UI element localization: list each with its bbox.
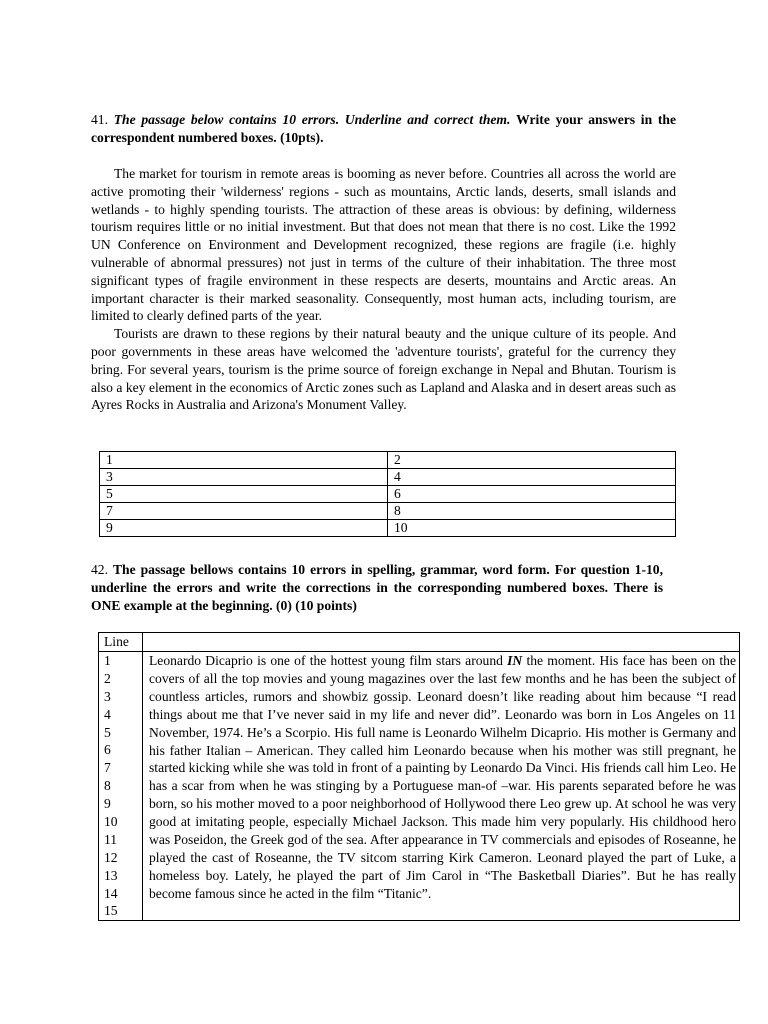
answer-box[interactable]: 8 <box>388 503 676 520</box>
question-42-number: 42. <box>91 562 108 577</box>
line-number: 9 <box>104 796 111 812</box>
answer-box[interactable]: 5 <box>100 486 388 503</box>
question-41-instruction-bold: Write your answers in the correspondent numbered boxes. (10pts). <box>91 112 676 145</box>
line-table-body-row <box>99 652 740 921</box>
line-number: 5 <box>104 724 111 740</box>
answer-box[interactable]: 4 <box>388 469 676 486</box>
passage-paragraph: The market for tourism in remote areas is booming as never before. Countries all across the world are active promoting their 'wilderness' regions - such as mountains, Arctic lands, deserts, small islands and wetlands - to highly spending tourists. The attraction of these areas is obvious: by defining, wilderness tourism requires little or no initial investment. But that does not mean that there is no cost. Like the 1992 UN Conference on Environment and Development recognized, these regions are fragile (i.e. highly vulnerable of abnormal pressures) not just in terms of the culture of their inhabitation. The three most significant types of fragile environment in these respects are deserts, mountains and Arctic areas. An important character is their marked seasonality. Consequently, most human acts, including tourism, are limited to clearly defined parts of the year. <box>91 166 676 324</box>
line-number: 13 <box>104 867 118 883</box>
line-number: 1 <box>104 653 111 668</box>
line-number-column <box>99 652 143 921</box>
question-41-heading <box>91 111 676 147</box>
passage-text-rest: the moment. His face has been on the covers of all the top movies and young magazines over the last few months and he has been the subject of countless articles, rumors and showbiz gossip. Leonard doesn’t like reading about him because “I read things about me that I’ve never said in my life and never did”. Leonardo was born in Los Angeles on 11 November, 1974. He’s a Scorpio. His full name is Leonardo Wilhelm Dicaprio. His mother is Germany and his father Italian – American. They called him Leonardo because when his mother was still pregnant, he started kicking while she was told in front of a painting by Leonardo Da Vinci. His friends call him Leo. He has a scar from when he was stinging by a Portuguese man-of –war. His parents separated before he was born, so his mother moved to a poor neighborhood of Hollywood there Leo grew up. At school he was very good at imitating people, especially Michael Jackson. This made him very popularly. His childhood hero was Poseidon, the Greek god of the sea. After appearance in TV commercials and episodes of Roseanne, he played the cast of Roseanne, the TV sitcom starring Kirk Cameron. Leonard played the part of Luke, a homeless boy. Lately, he played the part of Jim Carol in “The Basketball Diaries”. But he has really become famous since he acted in the film “Titanic”. <box>149 653 736 901</box>
answer-box[interactable]: 6 <box>388 486 676 503</box>
passage-paragraph: Tourists are drawn to these regions by their natural beauty and the unique culture of its people. And poor governments in these areas have welcomed the 'adventure tourists', grateful for the currency they bring. For several years, tourism is the prime source of foreign exchange in Nepal and Bhutan. Tourism is also a key element in the economics of Arctic zones such as Lapland and Alaska and in desert areas such as Ayres Rocks in Australia and Arizona's Monument Valley. <box>91 326 676 413</box>
answer-row <box>100 469 676 486</box>
answer-box[interactable]: 2 <box>388 452 676 469</box>
line-number: 10 <box>104 814 118 830</box>
answer-row <box>100 503 676 520</box>
line-number: 3 <box>104 688 111 704</box>
answer-box[interactable]: 1 <box>100 452 388 469</box>
answer-box[interactable]: 9 <box>100 520 388 537</box>
question-41-instruction-italic: The passage below contains 10 errors. Underline and correct them. <box>113 112 511 127</box>
example-word: IN <box>507 653 523 668</box>
line-number: 8 <box>104 778 111 794</box>
answer-box[interactable]: 7 <box>100 503 388 520</box>
answer-row <box>100 452 676 469</box>
question-41-number: 41. <box>91 112 108 127</box>
line-number: 11 <box>104 831 118 847</box>
question-42-heading <box>91 561 663 615</box>
line-table-header-row <box>99 633 740 652</box>
answer-box[interactable]: 3 <box>100 469 388 486</box>
line-number: 12 <box>104 849 118 865</box>
question-42-line-table <box>98 632 740 921</box>
question-42-instruction: The passage bellows contains 10 errors in spelling, grammar, word form. For question 1-10, underline the errors and write the corrections in the corresponding numbered boxes. There is ONE example at the beginning. (0) (10 points) <box>91 562 663 613</box>
line-number: 7 <box>104 760 111 776</box>
answer-box[interactable]: 10 <box>388 520 676 537</box>
question-41-answer-table <box>99 451 676 537</box>
line-number: 2 <box>104 670 111 686</box>
question-41-passage <box>91 165 676 414</box>
line-number: 15 <box>104 903 118 919</box>
answer-row <box>100 520 676 537</box>
text-header <box>143 633 740 652</box>
passage-text-column <box>143 652 740 921</box>
line-header: Line <box>99 633 143 652</box>
passage-text-start: Leonardo Dicaprio is one of the hottest young film stars around <box>149 653 508 668</box>
answer-row <box>100 486 676 503</box>
line-number: 14 <box>104 885 118 901</box>
line-number: 4 <box>104 706 111 722</box>
line-number: 6 <box>104 742 111 758</box>
